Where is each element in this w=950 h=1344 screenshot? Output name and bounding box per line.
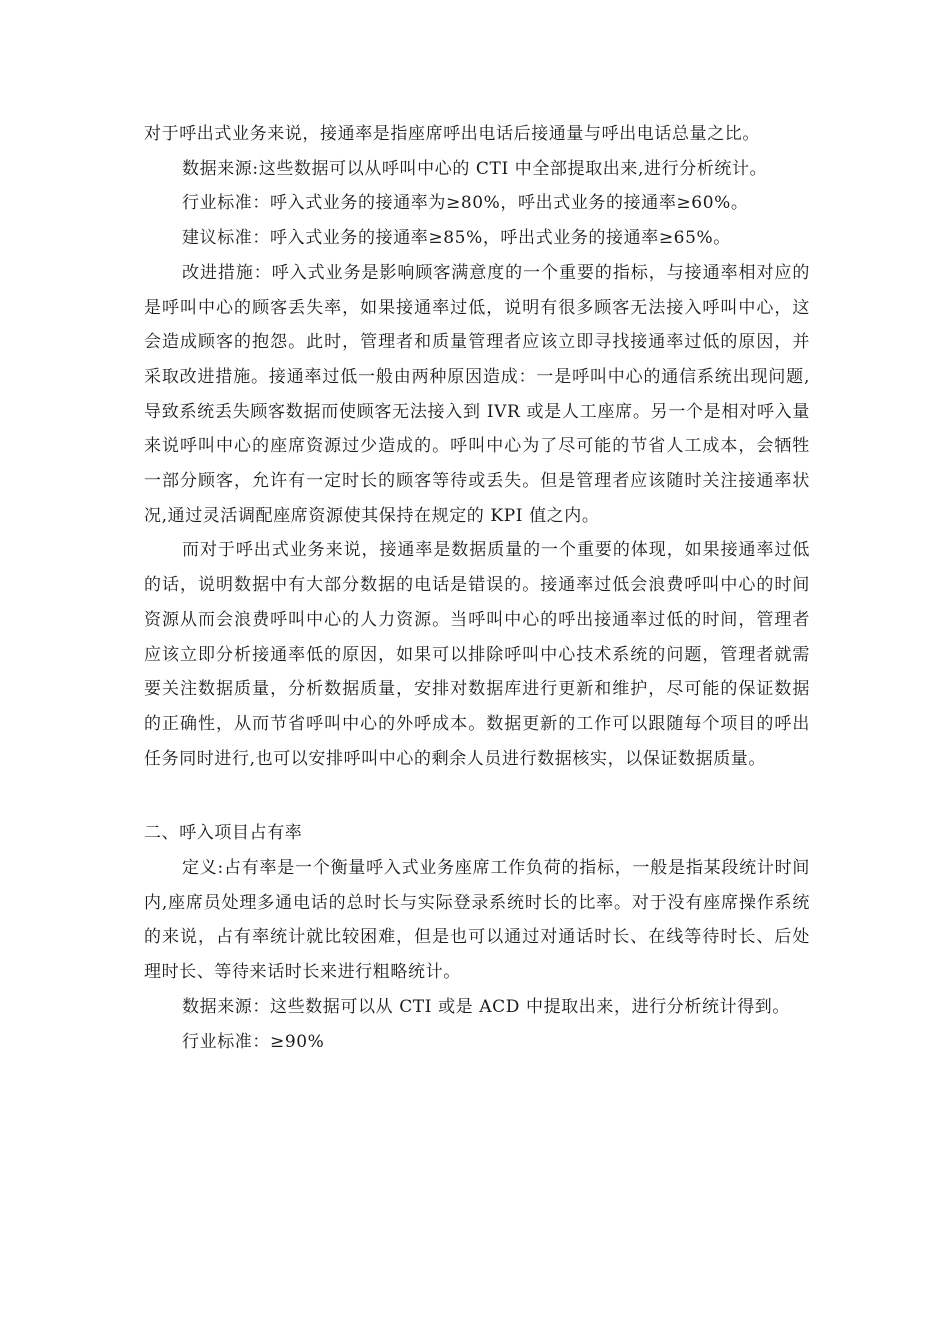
paragraph-occupancy-definition: 定义:占有率是一个衡量呼入式业务座席工作负荷的指标，一般是指某段统计时间内,座席员处理多通电话的总时长与实际登录系统时长的比率。对于没有座席操作系统的来说，占有率统计就比较困难，但是也可以通过对通话时长、在线等待时长、后处理时长、等待来话时长来进行粗略统计。 xyxy=(144,858,810,983)
section-spacer xyxy=(144,776,810,816)
paragraph-outbound-definition: 对于呼出式业务来说，接通率是指座席呼出电话后接通量与呼出电话总量之比。 xyxy=(144,124,760,144)
paragraph-occupancy-data-source: 数据来源：这些数据可以从 CTI 或是 ACD 中提取出来，进行分析统计得到。 xyxy=(182,996,790,1017)
paragraph-outbound-quality: 而对于呼出式业务来说，接通率是数据质量的一个重要的体现，如果接通率过低的话，说明数据中有大部分数据的电话是错误的。接通率过低会浪费呼叫中心的时间资源从而会浪费呼叫中心的人力资源。当呼叫中心的呼出接通率过低的时间，管理者应该立即分析接通率低的原因，如果可以排除呼叫中心技术系统的问题，管理者就需要关注数据质量，分析数据质量，安排对数据库进行更新和维护，尽可能的保证数据的正确性，从而节省呼叫中心的外呼成本。数据更新的工作可以跟随每个项目的呼出任务同时进行,也可以安排呼叫中心的剩余人员进行数据核实，以保证数据质量。 xyxy=(144,540,810,769)
paragraph-data-source: 数据来源:这些数据可以从呼叫中心的 CTI 中全部提取出来,进行分析统计。 xyxy=(182,158,768,179)
section-heading: 二、呼入项目占有率 xyxy=(144,823,303,844)
paragraph-suggested-standard: 建议标准：呼入式业务的接通率≥85%，呼出式业务的接通率≥65%。 xyxy=(182,228,731,249)
paragraph-improvement-measures: 改进措施：呼入式业务是影响顾客满意度的一个重要的指标，与接通率相对应的是呼叫中心的顾客丢失率，如果接通率过低，说明有很多顾客无法接入呼叫中心，这会造成顾客的抱怨。此时，管理者和质量管理者应该立即寻找接通率过低的原因，并采取改进措施。接通率过低一般由两种原因造成：一是呼叫中心的通信系统出现问题,导致系统丢失顾客数据而使顾客无法接入到 IVR 或是人工座席。另一个是相对呼入量来说呼叫中心的座席资源过少造成的。呼叫中心为了尽可能的节省人工成本，会牺牲一部分顾客，允许有一定时长的顾客等待或丢失。但是管理者应该随时关注接通率状况,通过灵活调配座席资源使其保持在规定的 KPI 值之内。 xyxy=(144,262,810,526)
document-body xyxy=(144,117,810,1059)
paragraph-industry-standard: 行业标准：呼入式业务的接通率为≥80%，呼出式业务的接通率≥60%。 xyxy=(182,193,749,214)
paragraph-occupancy-industry-standard: 行业标准：≥90% xyxy=(182,1031,325,1052)
